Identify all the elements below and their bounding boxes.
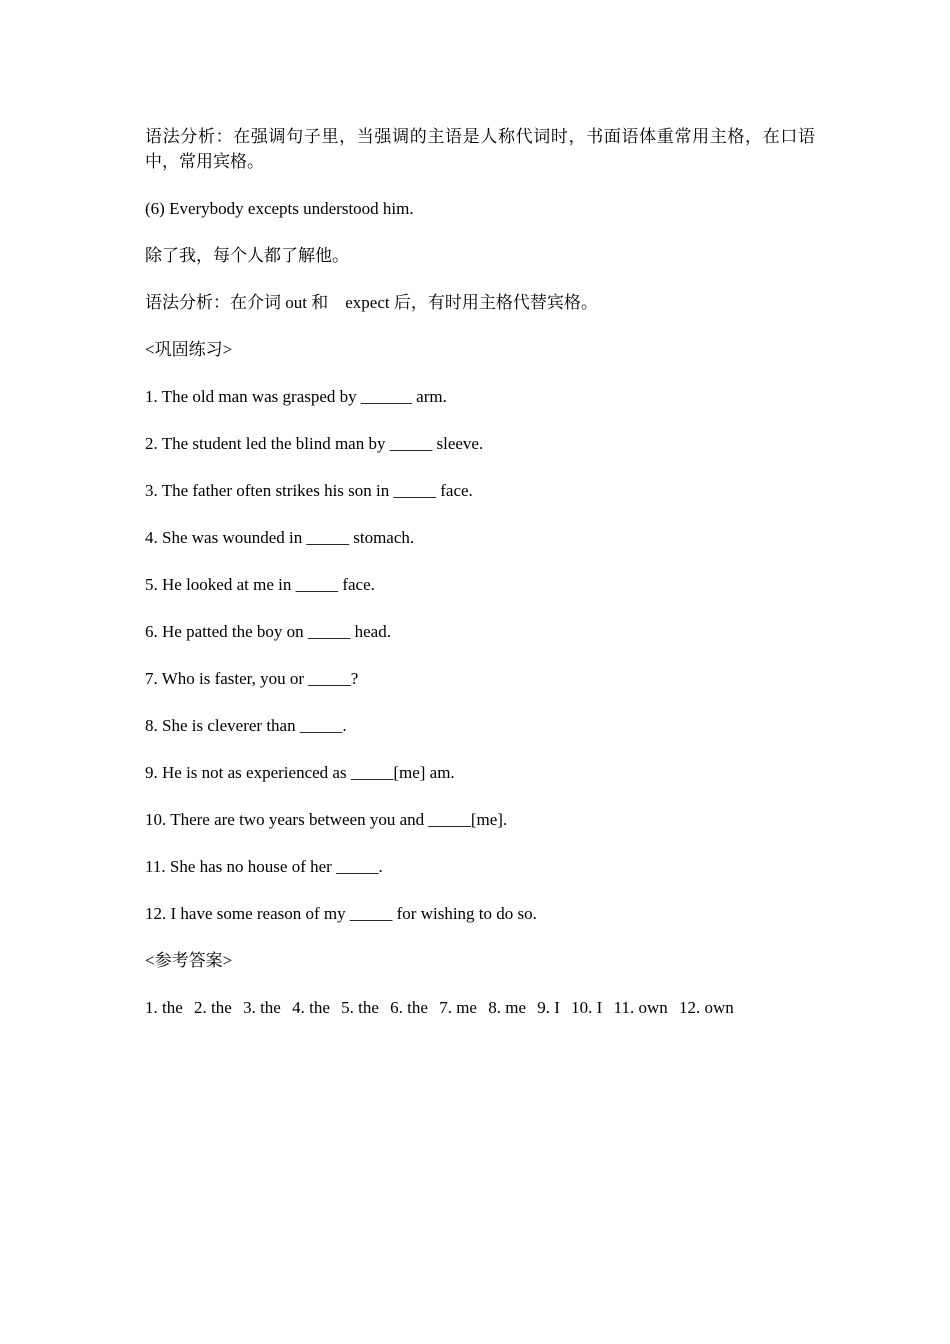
exercise-item: 8. She is cleverer than _____. xyxy=(145,716,347,735)
exercise-item: 6. He patted the boy on _____ head. xyxy=(145,622,391,641)
exercise-item: 4. She was wounded in _____ stomach. xyxy=(145,528,415,547)
answer-item: 11. own xyxy=(613,998,668,1017)
exercise-item: 11. She has no house of her _____. xyxy=(145,857,383,876)
example-sentence: (6) Everybody excepts understood him. xyxy=(145,199,414,218)
answer-item: 7. me xyxy=(439,998,477,1017)
example-translation: 除了我，每个人都了解他。 xyxy=(145,246,349,265)
exercise-item: 3. The father often strikes his son in _____ face. xyxy=(145,481,473,500)
exercise-item: 10. There are two years between you and _____[me]. xyxy=(145,810,508,829)
answer-item: 9. I xyxy=(537,998,560,1017)
exercise-heading: <巩固练习> xyxy=(145,340,233,359)
document-body xyxy=(145,124,815,1020)
answer-key-line xyxy=(145,995,815,1020)
exercise-item: 7. Who is faster, you or _____? xyxy=(145,669,359,688)
answer-item: 12. own xyxy=(679,998,734,1017)
answer-item: 10. I xyxy=(571,998,603,1017)
answer-item: 4. the xyxy=(292,998,330,1017)
exercise-item: 5. He looked at me in _____ face. xyxy=(145,575,375,594)
answer-item: 5. the xyxy=(341,998,379,1017)
exercise-item: 9. He is not as experienced as _____[me] am. xyxy=(145,763,455,782)
grammar-note-paragraph: 语法分析：在强调句子里，当强调的主语是人称代词时，书面语体重常用主格，在口语中，常用宾格。 xyxy=(145,127,815,171)
answer-heading: <参考答案> xyxy=(145,951,233,970)
exercise-item: 1. The old man was grasped by ______ arm. xyxy=(145,387,447,406)
answer-item: 2. the xyxy=(194,998,232,1017)
answer-item: 1. the xyxy=(145,998,183,1017)
answer-item: 6. the xyxy=(390,998,428,1017)
answer-item: 3. the xyxy=(243,998,281,1017)
exercise-item: 12. I have some reason of my _____ for wishing to do so. xyxy=(145,904,537,923)
exercise-item: 2. The student led the blind man by _____ sleeve. xyxy=(145,434,484,453)
grammar-note-paragraph: 语法分析：在介词 out 和 expect 后，有时用主格代替宾格。 xyxy=(145,293,598,312)
answer-item: 8. me xyxy=(488,998,526,1017)
